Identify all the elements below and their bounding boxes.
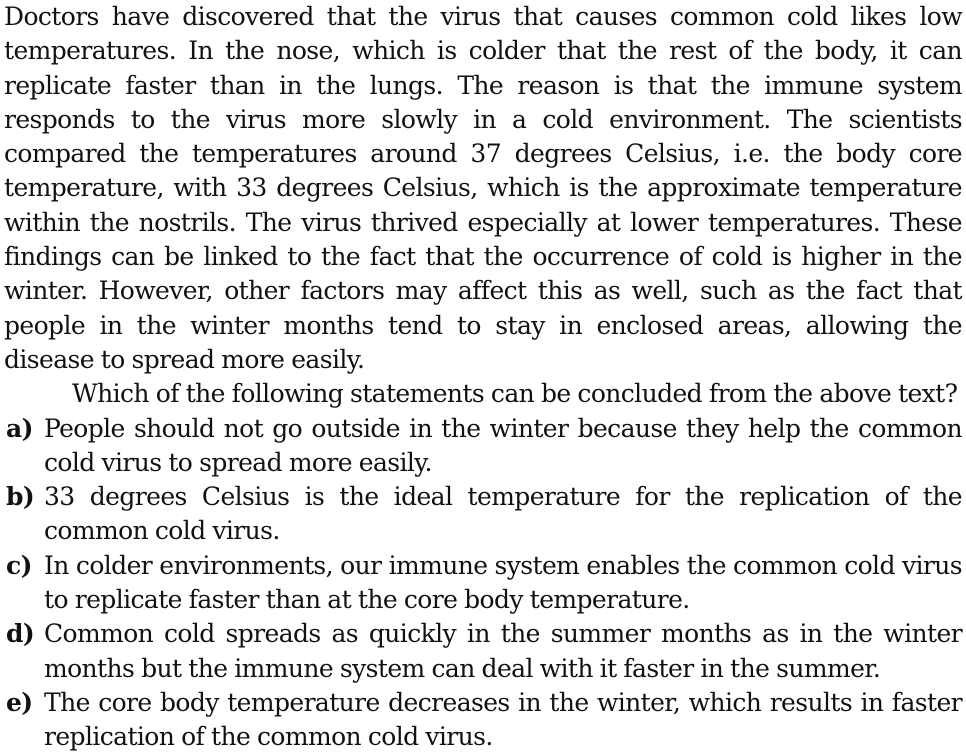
option-text: In colder environments, our immune system enables the common cold virus to replicate faster than at the core body temperature. <box>44 550 962 615</box>
option-text: Common cold spreads as quickly in the summer months as in the winter months but the immune system can deal with it faster in the summer. <box>44 619 962 683</box>
answer-options <box>4 412 962 755</box>
option-text: People should not go outside in the winter because they help the common cold virus to spread more easily. <box>44 413 962 477</box>
option-letter: a) <box>6 413 33 443</box>
option-text: 33 degrees Celsius is the ideal temperature for the replication of the common cold virus. <box>44 482 962 546</box>
option-letter: c) <box>6 550 32 580</box>
option-d <box>4 617 962 686</box>
option-e <box>4 686 962 755</box>
option-letter: b) <box>6 482 35 512</box>
option-a <box>4 412 962 481</box>
option-c <box>4 549 962 618</box>
question-text: Which of the following statements can be concluded from the above text? <box>72 379 958 409</box>
option-letter: d) <box>6 619 35 649</box>
option-letter: e) <box>6 687 33 717</box>
option-text: The core body temperature decreases in the winter, which results in faster replication of the common cold virus. <box>44 687 962 752</box>
passage-text: Doctors have discovered that the virus that causes common cold likes low temperatures. In the nose, which is colder that the rest of the body, it can replicate faster than in the lungs. The reason is that the immune system responds to the virus more slowly in a cold environment. The scientists compared the temperatures around 37 degrees Celsius, i.e. the body core temperature, with 33 degrees Celsius, which is the approximate temperature within the nostrils. The virus thrived especially at lower temperatures. These findings can be linked to the fact that the occurrence of cold is higher in the winter. However, other factors may affect this as well, such as the fact that people in the winter months tend to stay in enclosed areas, allowing the disease to spread more easily. <box>4 2 962 374</box>
option-b <box>4 480 962 549</box>
document-page <box>4 0 962 755</box>
